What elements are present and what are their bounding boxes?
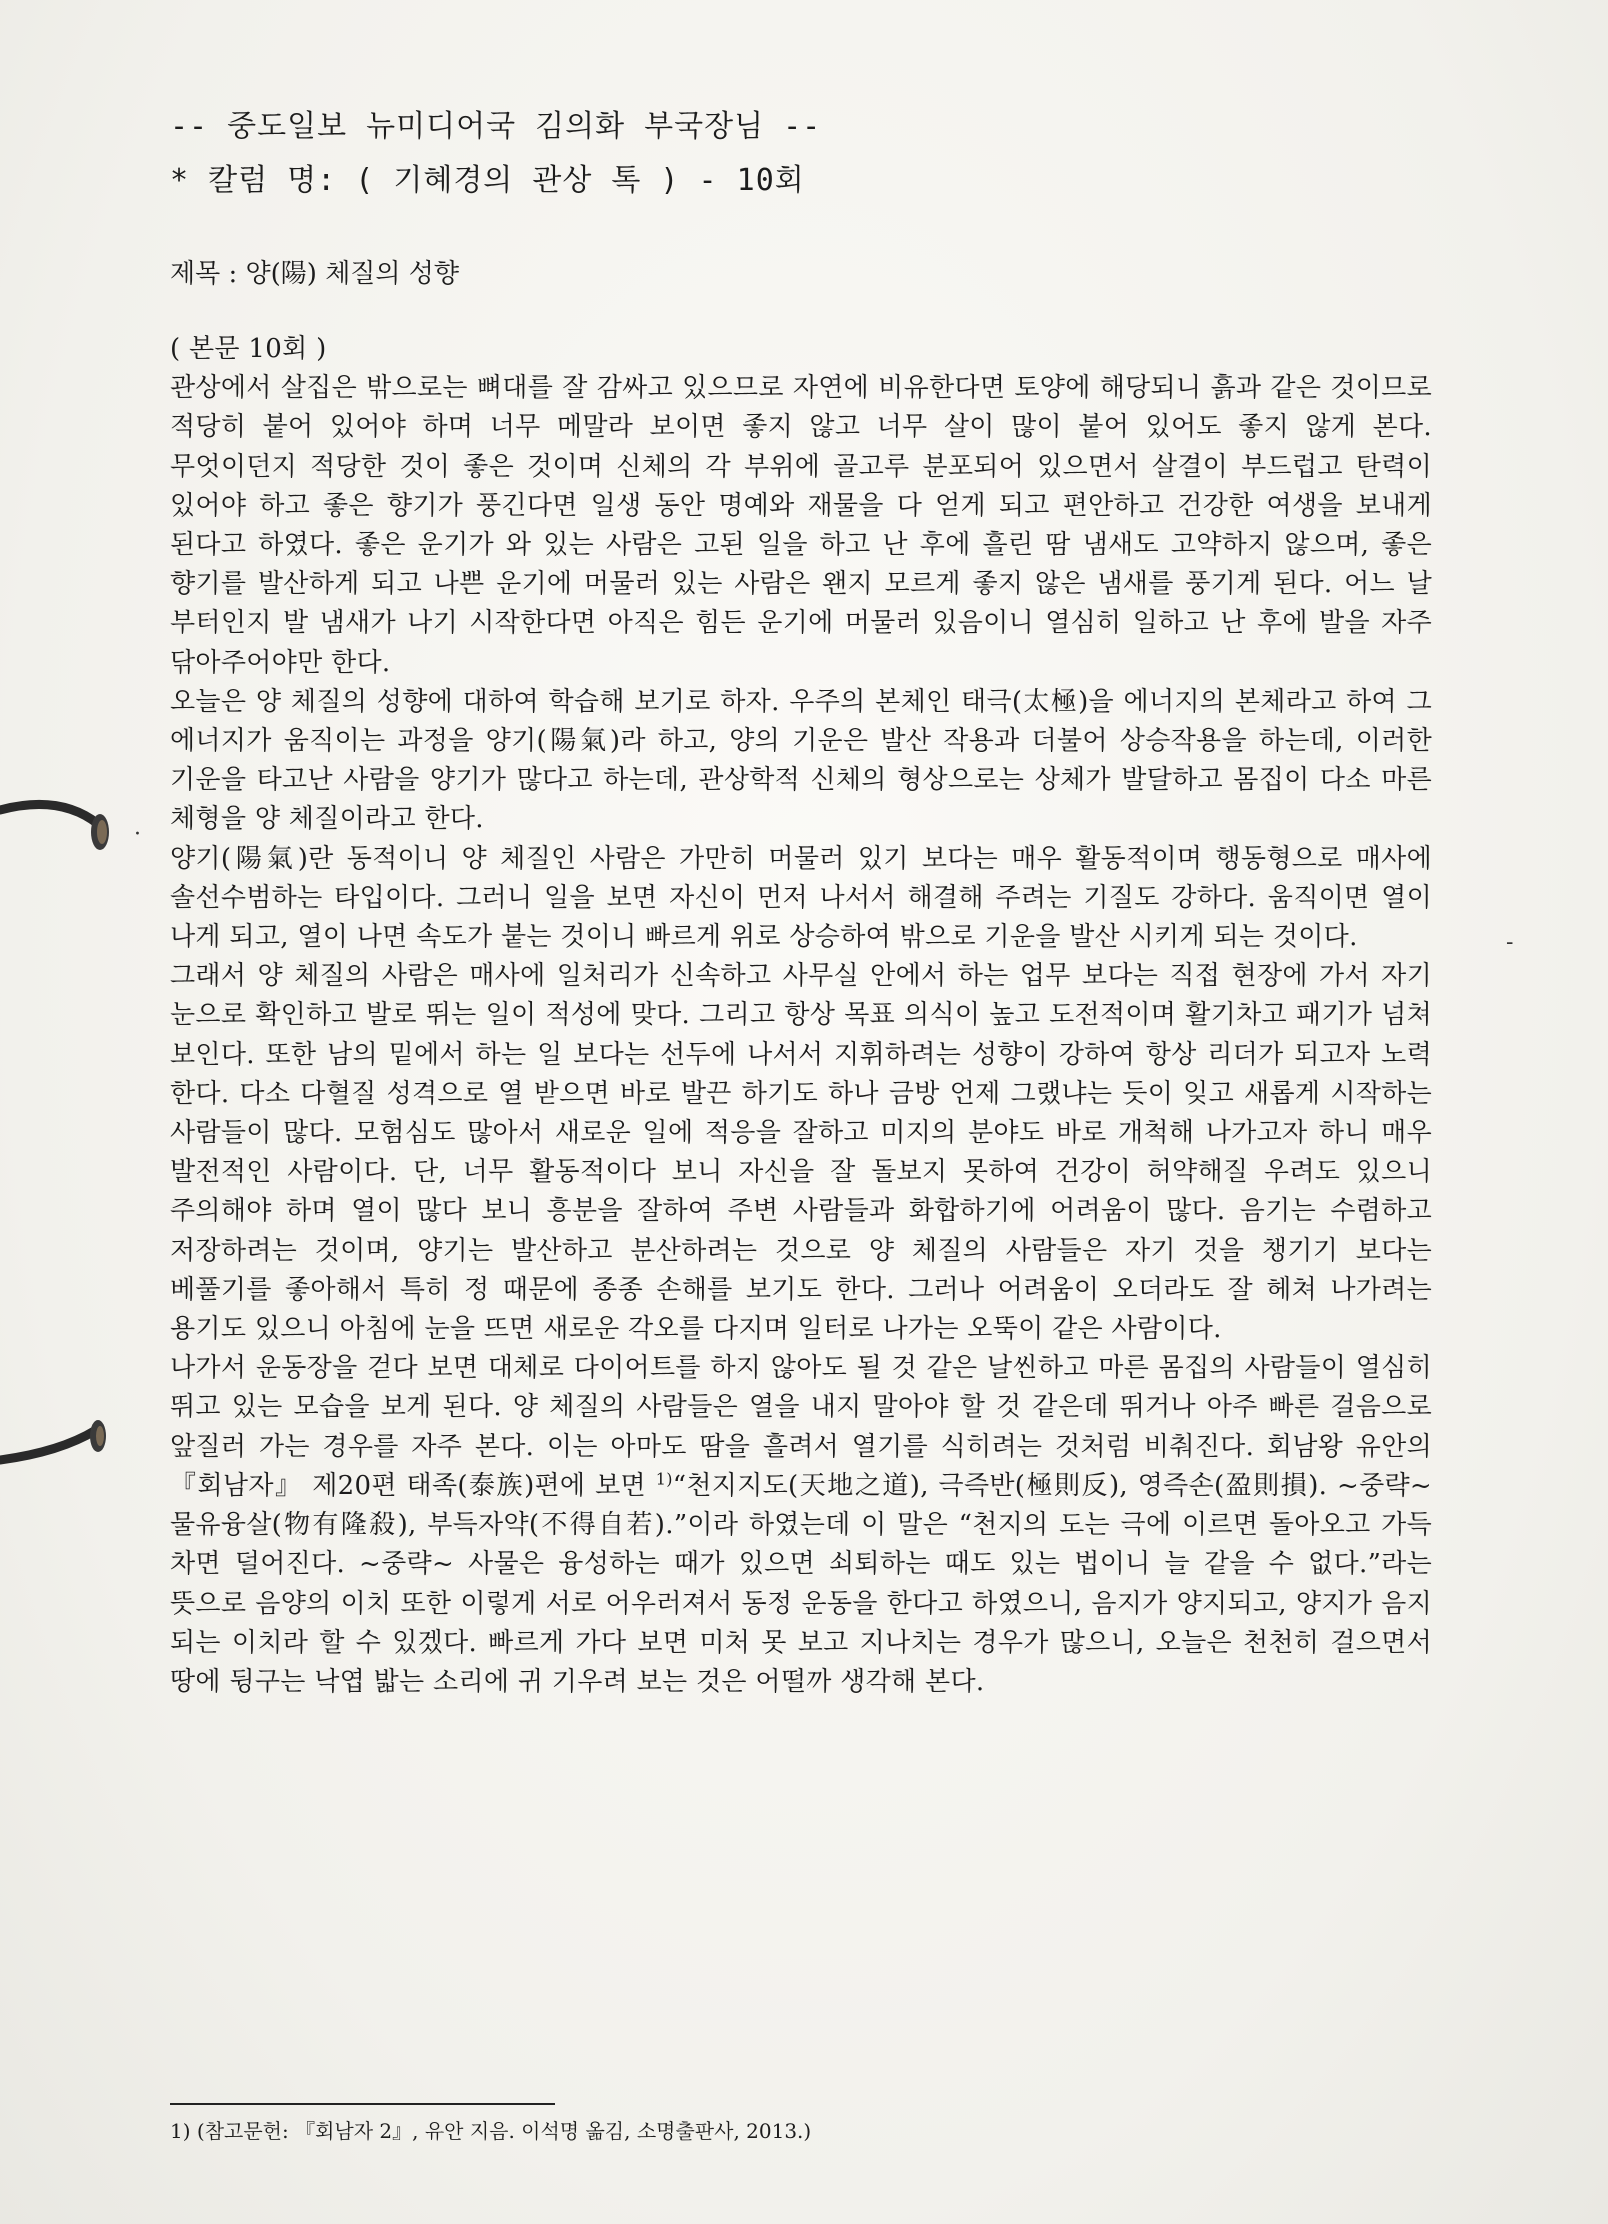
header-line-column-name: * 칼럼 명: ( 기혜경의 관상 톡 ) - 10회: [170, 163, 805, 198]
article-body: [170, 330, 1432, 1702]
article-title-block: [170, 250, 1430, 298]
column-header: [170, 100, 1430, 208]
body-paragraph-4: 그래서 양 체질의 사람은 매사에 일처리가 신속하고 사무실 안에서 하는 업무 보다는 직접 현장에 가서 자기 눈으로 확인하고 발로 뛰는 일이 적성에 맞다. 그리고 항상 목표 의식이 높고 도전적이며 활기차고 패기가 넘쳐 보인다. 또한 남의 밑에서 하는 일 보다는 선두에 나서서 지휘하려는 성향이 강하여 항상 리더가 되고자 노력 한다. 다소 다혈질 성격으로 열 받으면 바로 발끈 하기도 하나 금방 언제 그랬냐는 듯이 잊고 새롭게 시작하는 사람들이 많다. 모험심도 많아서 새로운 일에 적응을 잘하고 미지의 분야도 바로 개척해 나가고자 하니 매우 발전적인 사람이다. 단, 너무 활동적이다 보니 자신을 잘 돌보지 못하여 건강이 허약해질 우려도 있으니 주의해야 하며 열이 많다 보니 흥분을 잘하여 주변 사람들과 화합하기에 어려움이 많다. 음기는 수렴하고 저장하려는 것이며, 양기는 발산하고 분산하려는 것으로 양 체질의 사람들은 자기 것을 챙기기 보다는 베풀기를 좋아해서 특히 정 때문에 종종 손해를 보기도 한다. 그러나 어려움이 오더라도 잘 헤쳐 나가려는 용기도 있으니 아침에 눈을 뜨면 새로운 각오를 다지며 일터로 나가는 오뚝이 같은 사람이다.: [170, 961, 1432, 1345]
header-line-editor: -- 중도일보 뉴미디어국 김의화 부국장님 --: [170, 109, 822, 144]
article-subtitle: ( 본문 10회 ): [170, 334, 327, 364]
footnote-reference: 1): [655, 1469, 673, 1489]
binder-ring-top: [0, 790, 112, 860]
body-paragraph-3: 양기(陽氣)란 동적이니 양 체질인 사람은 가만히 머물러 있기 보다는 매우 활동적이며 행동형으로 매사에 솔선수범하는 타입이다. 그러니 일을 보면 자신이 먼저 나서서 해결해 주려는 기질도 강하다. 움직이면 열이 나게 되고, 열이 나면 속도가 붙는 것이니 빠르게 위로 상승하여 밖으로 기운을 발산 시키게 되는 것이다.: [170, 843, 1432, 953]
body-paragraph-5: [170, 1349, 1432, 1702]
margin-dot: ·: [134, 822, 141, 847]
body-paragraph-2: 오늘은 양 체질의 성향에 대하여 학습해 보기로 하자. 우주의 본체인 태극(太極)을 에너지의 본체라고 하여 그 에너지가 움직이는 과정을 양기(陽氣)라 하고, 양의 기운은 발산 작용과 더불어 상승작용을 하는데, 이러한 기운을 타고난 사람을 양기가 많다고 하는데, 관상학적 신체의 형상으로는 상체가 발달하고 몸집이 다소 마른 체형을 양 체질이라고 한다.: [170, 686, 1432, 835]
footnote-divider: [170, 2103, 555, 2105]
margin-dash: ‐: [1506, 930, 1514, 955]
article-title: 제목 : 양(陽) 체질의 성향: [170, 259, 460, 289]
binder-ring-bottom: [0, 1412, 112, 1482]
paragraph-5-text-a: 나가서 운동장을 걷다 보면 대체로 다이어트를 하지 않아도 될 것 같은 날씬하고 마른 몸집의 사람들이 열심히 뛰고 있는 모습을 보게 된다. 양 체질의 사람들은 열을 내지 말아야 할 것 같은데 뛰거나 아주 빠른 걸음으로 앞질러 가는 경우를 자주 본다. 이는 아마도 땀을 흘려서 열기를 식히려는 것처럼 비춰진다. 회남왕 유안의 『회남자』 제20편 태족(泰族)편에 보면: [170, 1353, 1432, 1501]
body-paragraph-1: 관상에서 살집은 밖으로는 뼈대를 잘 감싸고 있으므로 자연에 비유한다면 토양에 해당되니 흙과 같은 것이므로 적당히 붙어 있어야 하며 너무 메말라 보이면 좋지 않고 너무 살이 많이 붙어 있어도 좋지 않게 본다. 무엇이던지 적당한 것이 좋은 것이며 신체의 각 부위에 골고루 분포되어 있으면서 살결이 부드럽고 탄력이 있어야 하고 좋은 향기가 풍긴다면 일생 동안 명예와 재물을 다 얻게 되고 편안하고 건강한 여생을 보내게 된다고 하였다. 좋은 운기가 와 있는 사람은 고된 일을 하고 난 후에 흘린 땀 냄새도 고약하지 않으며, 좋은 향기를 발산하게 되고 나쁜 운기에 머물러 있는 사람은 왠지 모르게 좋지 않은 냄새를 풍기게 된다. 어느 날 부터인지 발 냄새가 나기 시작한다면 아직은 힘든 운기에 머물러 있음이니 열심히 일하고 난 후에 발을 자주 닦아주어야만 한다.: [170, 373, 1432, 678]
footnote: 1) (참고문헌: 『회남자 2』, 유안 지음. 이석명 옮김, 소명출판사, 2013.): [170, 2119, 812, 2143]
paragraph-5-text-b: “천지지도(天地之道), 극즉반(極則反), 영즉손(盈則損). ~중략~ 물유융살(物有隆殺), 부득자약(不得自若).”이라 하였는데 이 말은 “천지의 도는 극에 이르면 돌아오고 가득 차면 덜어진다. ~중략~ 사물은 융성하는 때가 있으면 쇠퇴하는 때도 있는 법이니 늘 같을 수 없다.”라는 뜻으로 음양의 이치 또한 이렇게 서로 어우러져서 동정 운동을 한다고 하였으니, 음지가 양지되고, 양지가 음지 되는 이치라 할 수 있겠다. 빠르게 가다 보면 미처 못 보고 지나치는 경우가 많으니, 오늘은 천천히 걸으면서 땅에 뒹구는 낙엽 밟는 소리에 귀 기우려 보는 것은 어떨까 생각해 본다.: [170, 1470, 1432, 1697]
